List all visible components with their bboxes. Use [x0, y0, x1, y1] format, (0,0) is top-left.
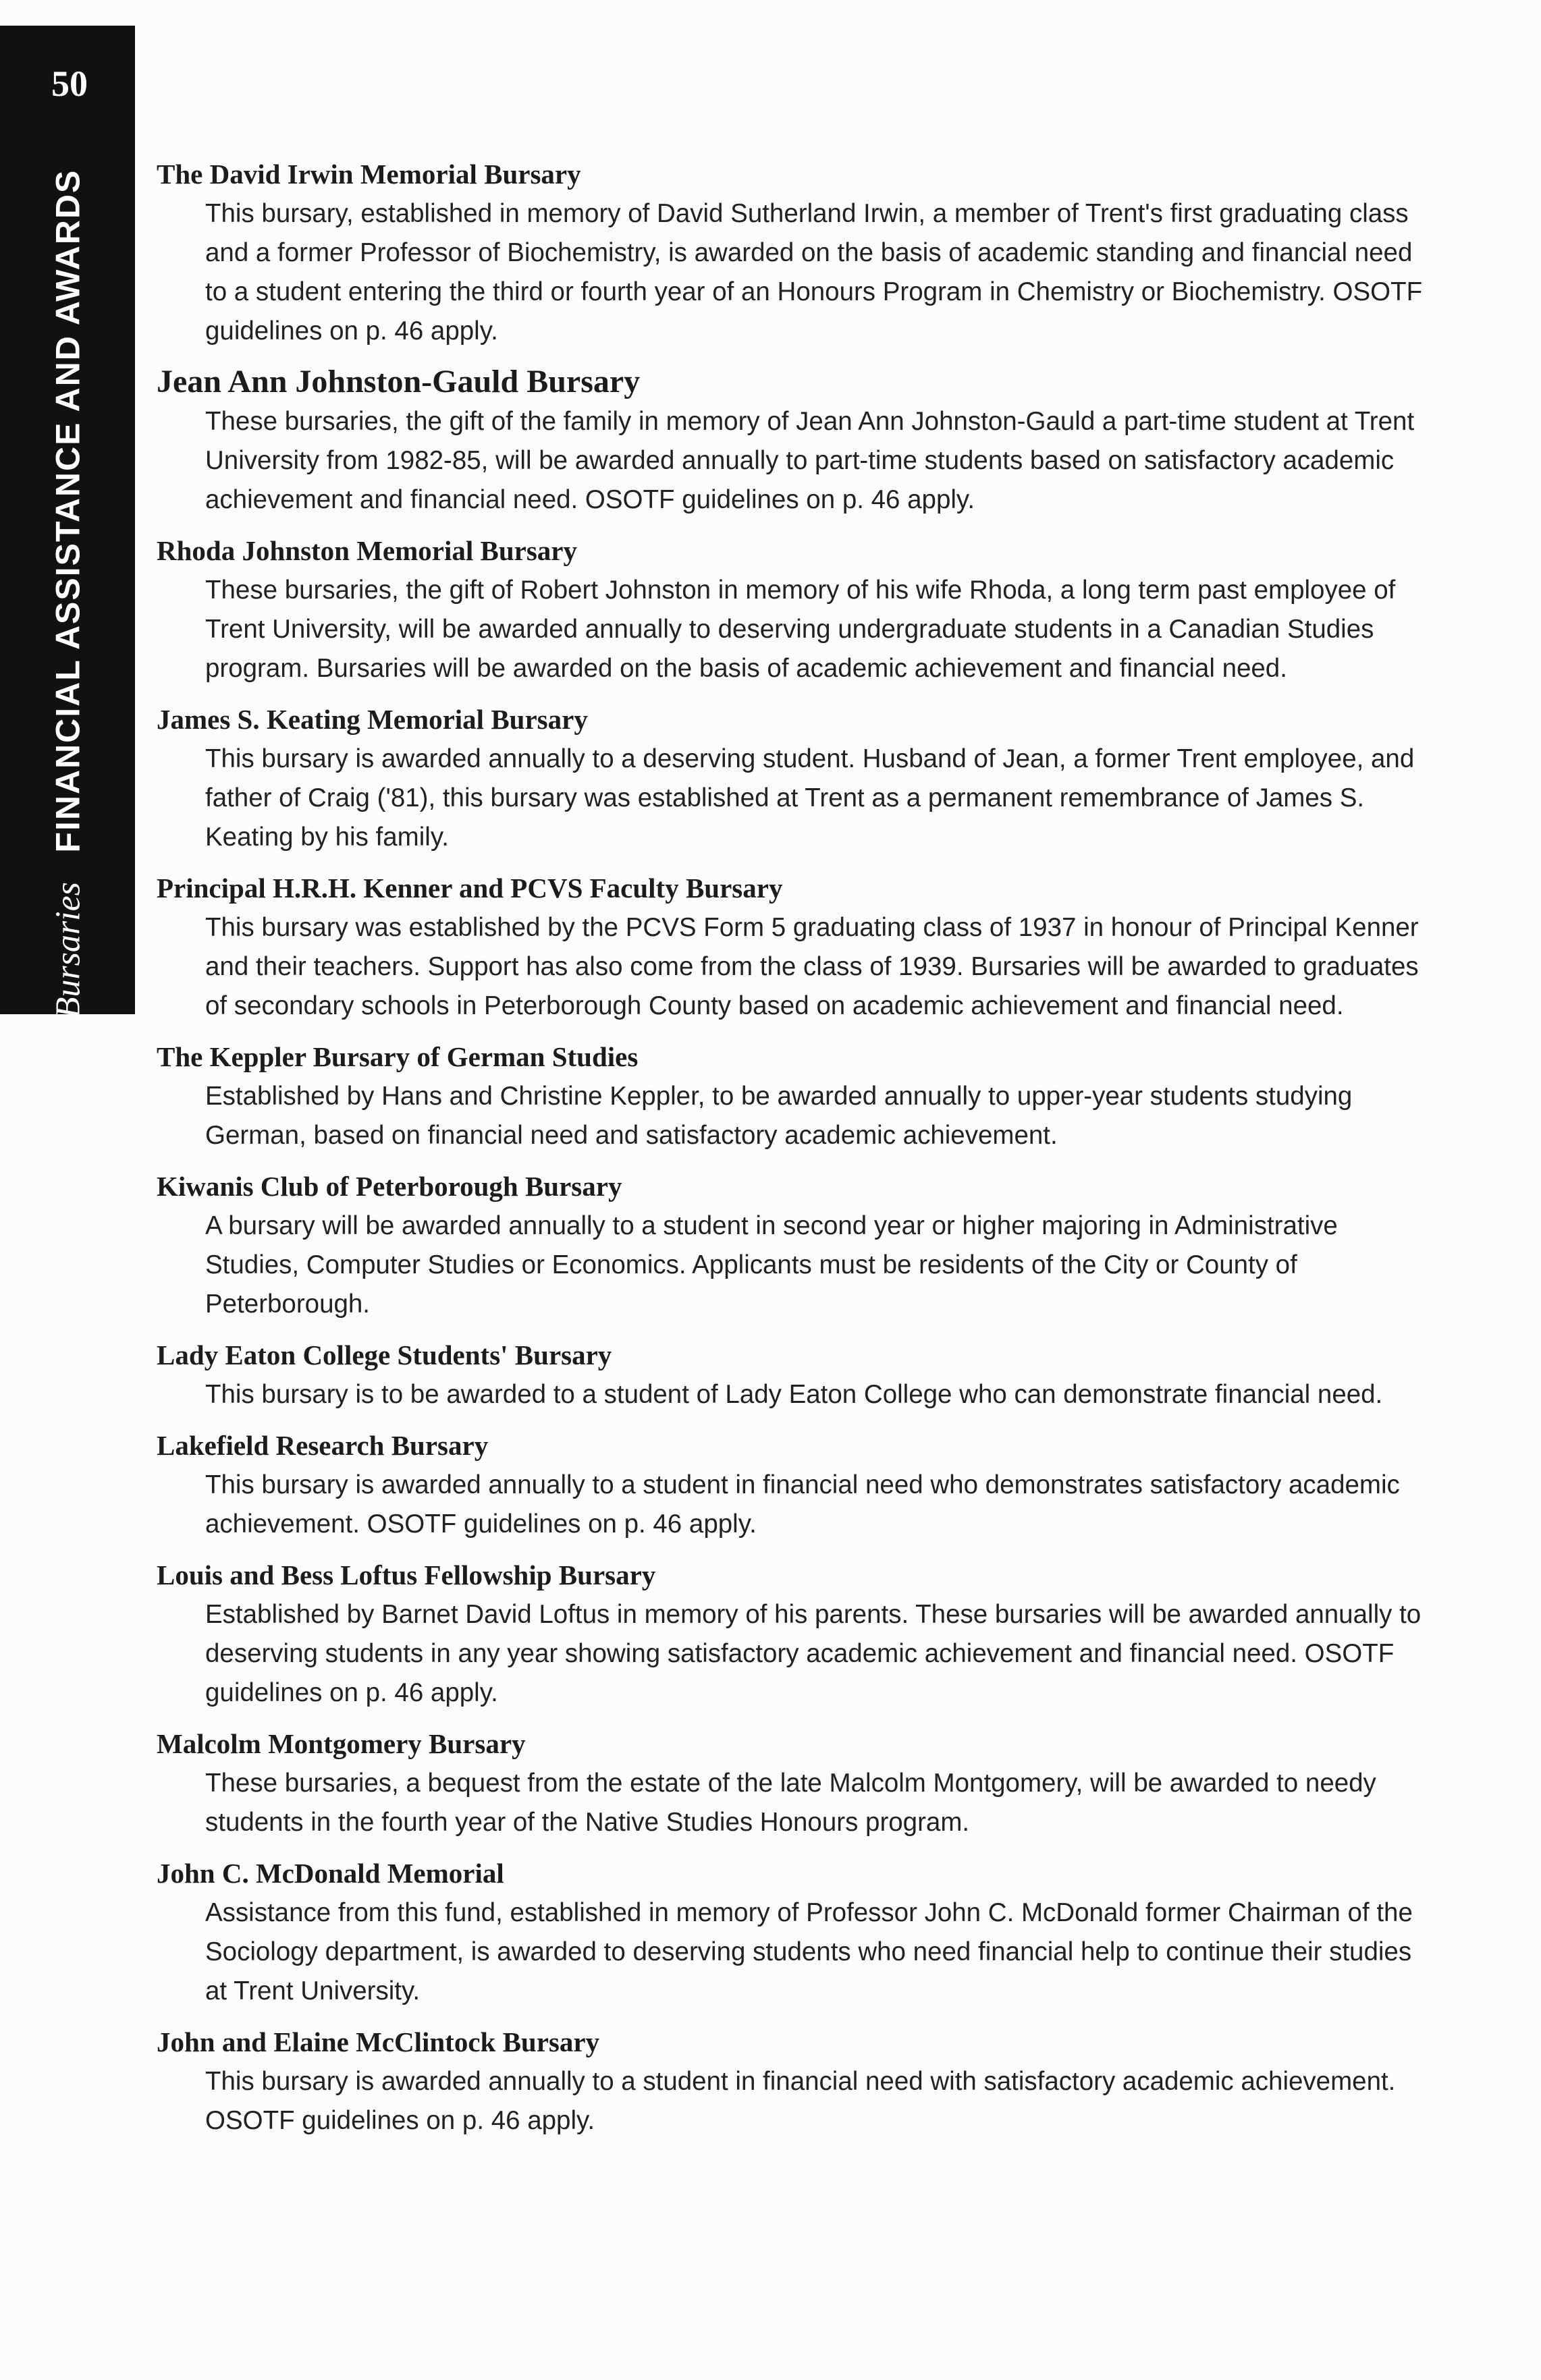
bursary-entry	[157, 1166, 1426, 1324]
bursary-title: Louis and Bess Loftus Fellowship Bursary	[157, 1559, 656, 1590]
bursary-title: John and Elaine McClintock Bursary	[157, 2026, 600, 2057]
bursary-entry	[157, 699, 1426, 857]
bursary-title: John C. McDonald Memorial	[157, 1858, 504, 1889]
bursary-title: Lakefield Research Bursary	[157, 1430, 489, 1461]
section-label: Bursaries	[49, 882, 88, 1019]
bursary-title: The Keppler Bursary of German Studies	[157, 1041, 639, 1072]
bursary-entry	[157, 1335, 1426, 1414]
side-label	[49, 169, 86, 1019]
bursary-entry	[157, 154, 1426, 351]
bursary-title: Malcolm Montgomery Bursary	[157, 1728, 526, 1759]
bursary-description: These bursaries, a bequest from the estate of the late Malcolm Montgomery, will be awarded to needy students in the fourth year of the Native Studies Honours program.	[205, 1769, 1376, 1837]
bursary-entry	[157, 362, 1426, 520]
bursary-description: This bursary, established in memory of David Sutherland Irwin, a member of Trent's first graduating class and a former Professor of Biochemistry, is awarded on the basis of academic standing and financial need to a student entering the third or fourth year of an Honours Program in Chemistry or Biochemistry. OSOTF guidelines on p. 46 apply.	[205, 199, 1423, 345]
bursary-description: This bursary is awarded annually to a deserving student. Husband of Jean, a former Trent employee, and father of Craig ('81), this bursary was established at Trent as a permanent remembrance of James S. Keating by his family.	[205, 744, 1415, 852]
bursary-list	[157, 154, 1426, 2151]
bursary-description: Assistance from this fund, established in memory of Professor John C. McDonald former Chairman of the Sociology department, is awarded to deserving students who need financial help to continue their studies at Trent University.	[205, 1898, 1413, 2005]
bursary-title: The David Irwin Memorial Bursary	[157, 159, 581, 190]
bursary-title: Lady Eaton College Students' Bursary	[157, 1339, 612, 1371]
bursary-description: This bursary is awarded annually to a student in financial need who demonstrates satisfactory academic achievement. OSOTF guidelines on p. 46 apply.	[205, 1470, 1400, 1539]
bursary-description: This bursary is to be awarded to a student of Lady Eaton College who can demonstrate financial need.	[205, 1380, 1383, 1409]
bursary-entry	[157, 530, 1426, 688]
bursary-title: Kiwanis Club of Peterborough Bursary	[157, 1171, 622, 1202]
bursary-title: Jean Ann Johnston-Gauld Bursary	[157, 364, 641, 399]
bursary-description: These bursaries, the gift of the family in memory of Jean Ann Johnston-Gauld a part-time student at Trent University from 1982-85, will be awarded annually to part-time students based on satisfactory academic achievement and financial need. OSOTF guidelines on p. 46 apply.	[205, 407, 1415, 514]
bursary-description: Established by Barnet David Loftus in memory of his parents. These bursaries will be awarded annually to deserving students in any year showing satisfactory academic achievement and financial need. OSOTF guidelines on p. 46 apply.	[205, 1600, 1422, 1707]
chapter-label: FINANCIAL ASSISTANCE AND AWARDS	[49, 169, 87, 853]
bursary-entry	[157, 1555, 1426, 1713]
bursary-entry	[157, 1425, 1426, 1544]
bursary-title: James S. Keating Memorial Bursary	[157, 704, 588, 735]
bursary-description: These bursaries, the gift of Robert Johnston in memory of his wife Rhoda, a long term past employee of Trent University, will be awarded annually to deserving undergraduate students in a Canadian Studies program. Bursaries will be awarded on the basis of academic achievement and financial need.	[205, 576, 1396, 683]
bursary-entry	[157, 1853, 1426, 2011]
bursary-description: This bursary is awarded annually to a student in financial need with satisfactory academic achievement. OSOTF guidelines on p. 46 apply.	[205, 2067, 1396, 2135]
bursary-entry	[157, 2022, 1426, 2140]
bursary-entry	[157, 868, 1426, 1026]
page-number: 50	[26, 30, 113, 138]
bursary-entry	[157, 1723, 1426, 1842]
bursary-title: Principal H.R.H. Kenner and PCVS Faculty Bursary	[157, 873, 783, 904]
bursary-title: Rhoda Johnston Memorial Bursary	[157, 535, 578, 566]
bursary-entry	[157, 1036, 1426, 1155]
bursary-description: This bursary was established by the PCVS Form 5 graduating class of 1937 in honour of Principal Kenner and their teachers. Support has also come from the class of 1939. Bursaries will be awarded to graduates of secondary schools in Peterborough County based on academic achievement and financial need.	[205, 913, 1419, 1020]
bursary-description: Established by Hans and Christine Keppler, to be awarded annually to upper-year students studying German, based on financial need and satisfactory academic achievement.	[205, 1082, 1353, 1150]
bursary-description: A bursary will be awarded annually to a student in second year or higher majoring in Administrative Studies, Computer Studies or Economics. Applicants must be residents of the City or County of Peterborough.	[205, 1211, 1338, 1319]
